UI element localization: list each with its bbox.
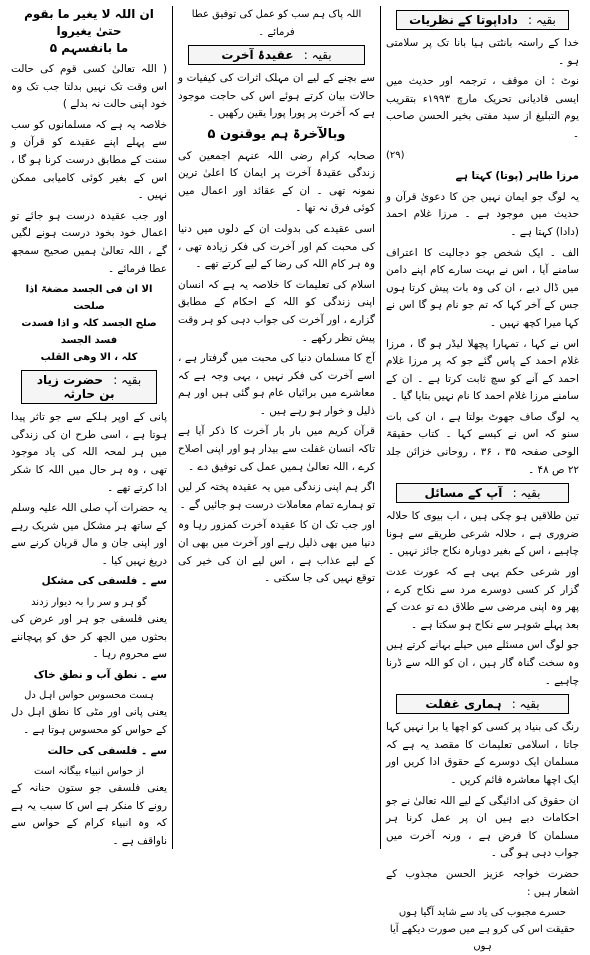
verse-top-line-1: ان اللہ لا یغیر ما بقوم حتیٰ یغیروا (24, 7, 154, 38)
right-paragraph-12: ان حقوق کی ادائیگی کے لیے اللہ تعالیٰ نے جو احکامات دیے ہیں ان پر عمل کرنا ہر مسلمان کا فرض ہے ، ورنہ آخرت میں جواب دہی ہو گی ۔ (386, 794, 579, 860)
right-paragraph-5: الف ۔ ایک شخص جو دجالیت کا اعتراف سامنے آیا ، اس نے بہت سارے کام اپنے دامن میں ڈال دیے ، ان کی وہ بات پیش کرتا ہوں جس کے آخر کہا کہ تم جو نام ہو گا اس نے کہا میرا کچھ نہیں ۔ (386, 246, 579, 329)
right-paragraph-1: خدا کے راستہ بانٹتی ہیا بانا تک پر سلامتی ہو ۔ (386, 37, 579, 67)
section-header-prefix: بقیہ : (303, 48, 332, 63)
verse-1: گو ہر و سر را بہ دیوار زدند (31, 597, 147, 609)
verse-2: ہست محسوس حواس اہل دل (24, 690, 154, 702)
section-header-aap-ke-masail (396, 483, 569, 503)
closing-verse-1: حسرے مجبوب کی یاد سے شاید آگیا ہوں (398, 907, 567, 919)
left-paragraph-4: پانی کے اوپر ہلکے سے جو تاثر پیدا ہوتا ہے ، اسی طرح ان کی زندگی میں ہر لمحہ اللہ کی یاد موجود تھی ، وہ ہر حال میں اللہ کا شکر ادا کرتے تھے ۔ (11, 411, 167, 494)
column-middle (172, 6, 380, 849)
section-header-prefix: بقیہ : (113, 373, 142, 388)
section-header-title: آپ کے مسائل (424, 486, 503, 501)
verse-mid-line-1: الا ان فی الجسد مضغۃ اذا صلحت (25, 284, 153, 313)
mid-paragraph-7: اگر ہم اپنی زندگی میں یہ عقیدہ پختہ کر لیں تو ہمارے تمام معاملات درست ہو جائیں گے ۔ (178, 481, 375, 511)
closing-verse-2: حقیقت اس کی کرو ہے میں صورت دیکھے آیا ہوں (389, 924, 576, 953)
section-header-title: عقیدۂ آخرت (221, 48, 294, 63)
right-paragraph-11: رنگ کی بنیاد پر کسی کو اچھا یا برا نہیں کہا جاتا ، اسلامی تعلیمات کا مقصد یہ ہے کہ مسلمان ایک دوسرے کے حقوق ادا کریں اور ایک اچھا معاشرہ قائم کریں ۔ (386, 721, 579, 786)
right-paragraph-4: یہ لوگ جو ایمان نہیں جن کا دعویٰ قرآن و حدیث میں موجود ہے ۔ مرزا غلام احمد (دادا) کہتا ہے ۔ (386, 190, 579, 238)
reference-number: (۲۹) (386, 149, 405, 161)
left-paragraph-1: ( اللہ تعالیٰ کسی قوم کی حالت اس وقت تک نہیں بدلتا جب تک وہ خود اپنی حالت نہ بدلے ) (11, 63, 167, 111)
mid-top-line: اللہ پاک ہم سب کو عمل کی توفیق عطا فرمائے ۔ (191, 9, 362, 38)
mid-paragraph-8: اور جب تک ان کا عقیدہ آخرت کمزور رہا وہ دنیا میں بھی ذلیل رہے اور آخرت میں بھی ان کے لیے عذاب ہے ، اس لیے ان کی خیر کی توقع نہیں کی جا سکتی ۔ (178, 519, 375, 585)
left-paragraph-8: سے ۔ نطق آب و نطق خاک (33, 668, 167, 681)
right-paragraph-3: مرزا طاہر (پوتا) کہتا ہے (455, 170, 579, 183)
section-header-title: داداپوتا کے نظریات (409, 13, 518, 27)
mid-paragraph-6: قرآن کریم میں بار بار آخرت کا ذکر آیا ہے تاکہ انسان غفلت سے بیدار ہو اور اپنی اصلاح کرے ، اللہ تعالیٰ ہمیں عمل کی توفیق دے ۔ (178, 425, 375, 473)
column-right (380, 6, 584, 953)
section-header-ziad (21, 370, 157, 404)
left-paragraph-3: اور جب عقیدہ درست ہو جائے تو اعمال خود بخود درست ہونے لگیں گے ، اللہ تعالیٰ ہمیں صحیح سمجھ عطا فرمائے ۔ (11, 209, 167, 275)
verse-mid-line-3: کلہ ، الا وھی القلب (40, 352, 138, 364)
right-paragraph-2: نوٹ : ان موقف ، ترجمہ اور حدیث میں ایسی قادیانی تحریک مارچ ۱۹۹۳ء بتقریب یوم التبلیغ از سید مفتی بخیر الحسن صاحب ۔ (386, 75, 579, 140)
right-paragraph-6: اس نے کہا ، تمہارا پچھلا لیڈر ہو گا ، مرزا غلام احمد کے پاس گئے جو کہ پر مرزا غلام احمد کے آنے کو سچ ثابت کرتا ہے ۔ ان کے سامنے مرزا غلام احمد کا نام نہیں بتایا گیا ۔ (386, 337, 579, 403)
quran-verse-heading: وبالآخرۃ ہم یوقنون ۵ (207, 126, 346, 142)
right-paragraph-10: جو لوگ اس مسئلے میں حیلے بہانے کرتے ہیں وہ سخت گناہ گار ہیں ، ان کو اللہ سے ڈرنا چاہیے ۔ (386, 639, 579, 687)
right-paragraph-8: تین طلاقیں ہو چکی ہیں ، اب بیوی کا حلالہ ضروری ہے ، حلالہ شرعی طریقے سے ہونا چاہیے ، اس کے بغیر دوبارہ نکاح جائز نہیں ۔ (386, 510, 579, 558)
section-header-prefix: بقیہ : (512, 486, 541, 501)
verse-top-line-2: ما بانفسہم ۵ (49, 41, 129, 55)
left-paragraph-10: سے ۔ فلسفی کی حالت (47, 744, 167, 757)
mid-paragraph-4: اسلام کی تعلیمات کا خلاصہ یہ ہے کہ انسان اپنی زندگی کو اللہ کے احکام کے مطابق گزارے ، اور آخرت کی جواب دہی کو ہر وقت پیش نظر رکھے ۔ (178, 278, 375, 344)
left-paragraph-5: یہ حضرات آپ صلی اللہ علیہ وسلم کے ساتھ ہر مشکل میں شریک رہے اور اپنی جان و مال قربان کرنے سے دریغ نہیں کیا ۔ (11, 502, 167, 567)
left-paragraph-11: یعنی فلسفی جو ستون حنانہ کے رونے کا منکر ہے اس کا سبب یہ ہے کہ وہ انبیاء کرام کے حواس سے ناواقف ہے ۔ (11, 782, 167, 847)
verse-3: از حواس انبیاء بیگانہ است (34, 766, 144, 778)
mid-paragraph-2: صحابہ کرام رضی اللہ عنہم اجمعین کی زندگی عقیدۂ آخرت پر ایمان کا اعلیٰ ترین نمونہ تھی ۔ ان کے عقائد اور اعمال میں کوئی فرق نہ تھا ۔ (178, 149, 375, 215)
section-header-prefix: بقیہ : (511, 697, 540, 712)
section-header-hamari-ghaflat (396, 694, 569, 714)
section-header-title: ہماری غفلت (425, 697, 502, 712)
section-header-aqeeda-akhirat (188, 45, 365, 65)
right-paragraph-9: اور شرعی حکم یہی ہے کہ عورت عدت گزار کر کسی دوسرے مرد سے نکاح کرے ، پھر وہ اپنی مرضی سے طلاق دے تو عدت کے بعد پہلے شوہر سے نکاح ہو سکتا ہے ۔ (386, 566, 579, 631)
right-paragraph-7: یہ لوگ صاف جھوٹ بولتا ہے ، ان کی بات سنو کہ اس نے کیسے کہا ۔ کتاب حقیقۃ الوحی صفحہ ۳۵ ، ۳۶ ، روحانی خزائن جلد ۲۲ ص ۴۸ ۔ (386, 410, 579, 476)
section-header-prefix: بقیہ : (527, 13, 556, 27)
mid-paragraph-3: اسی عقیدے کی بدولت ان کے دلوں میں دنیا کی محبت کم اور آخرت کی فکر زیادہ تھی ، وہ ہر کام اللہ کی رضا کے لیے کرتے تھے ۔ (178, 222, 375, 271)
right-paragraph-13: حضرت خواجہ عزیز الحسن مجذوب کے اشعار ہیں : (386, 867, 579, 898)
left-paragraph-7: یعنی فلسفی جو ہر اور عرض کی بحثوں میں الجھ کر حق کو پہچاننے سے محروم رہا ۔ (11, 613, 167, 661)
left-paragraph-6: سے ۔ فلسفی کی مشکل (41, 575, 167, 588)
column-left (6, 6, 172, 849)
mid-paragraph-1: سے بچنے کے لیے ان مہلک اثرات کی کیفیات و حالات بیان کرتے ہوئے اس کی حاجت موجود ہے کہ آخرت پر پورا پورا یقین رکھیں ۔ (178, 72, 375, 120)
verse-mid-line-2: صلح الجسد کلہ و اذا فسدت فسد الجسد (21, 318, 157, 347)
left-paragraph-2: خلاصہ یہ ہے کہ مسلمانوں کو سب سے پہلے اپنے عقیدے کو قرآن و سنت کے مطابق درست کرنا ہو گا ، اس کے بغیر کوئی کامیابی ممکن نہیں ۔ (11, 118, 167, 202)
columns (6, 6, 584, 953)
section-header-dada-pota (396, 10, 569, 30)
mid-paragraph-5: آج کا مسلمان دنیا کی محبت میں گرفتار ہے ، اسے آخرت کی فکر نہیں ، یہی وجہ ہے کہ معاشرے میں برائیاں عام ہو گئی ہیں اور ہم ذلیل و خوار ہو رہے ہیں ۔ (178, 352, 375, 417)
left-paragraph-9: یعنی پانی اور مٹی کا نطق اہل دل کے حواس کو محسوس ہوتا ہے ۔ (11, 706, 167, 737)
section-header-title: حضرت زیاد بن حارثہ (36, 373, 115, 402)
